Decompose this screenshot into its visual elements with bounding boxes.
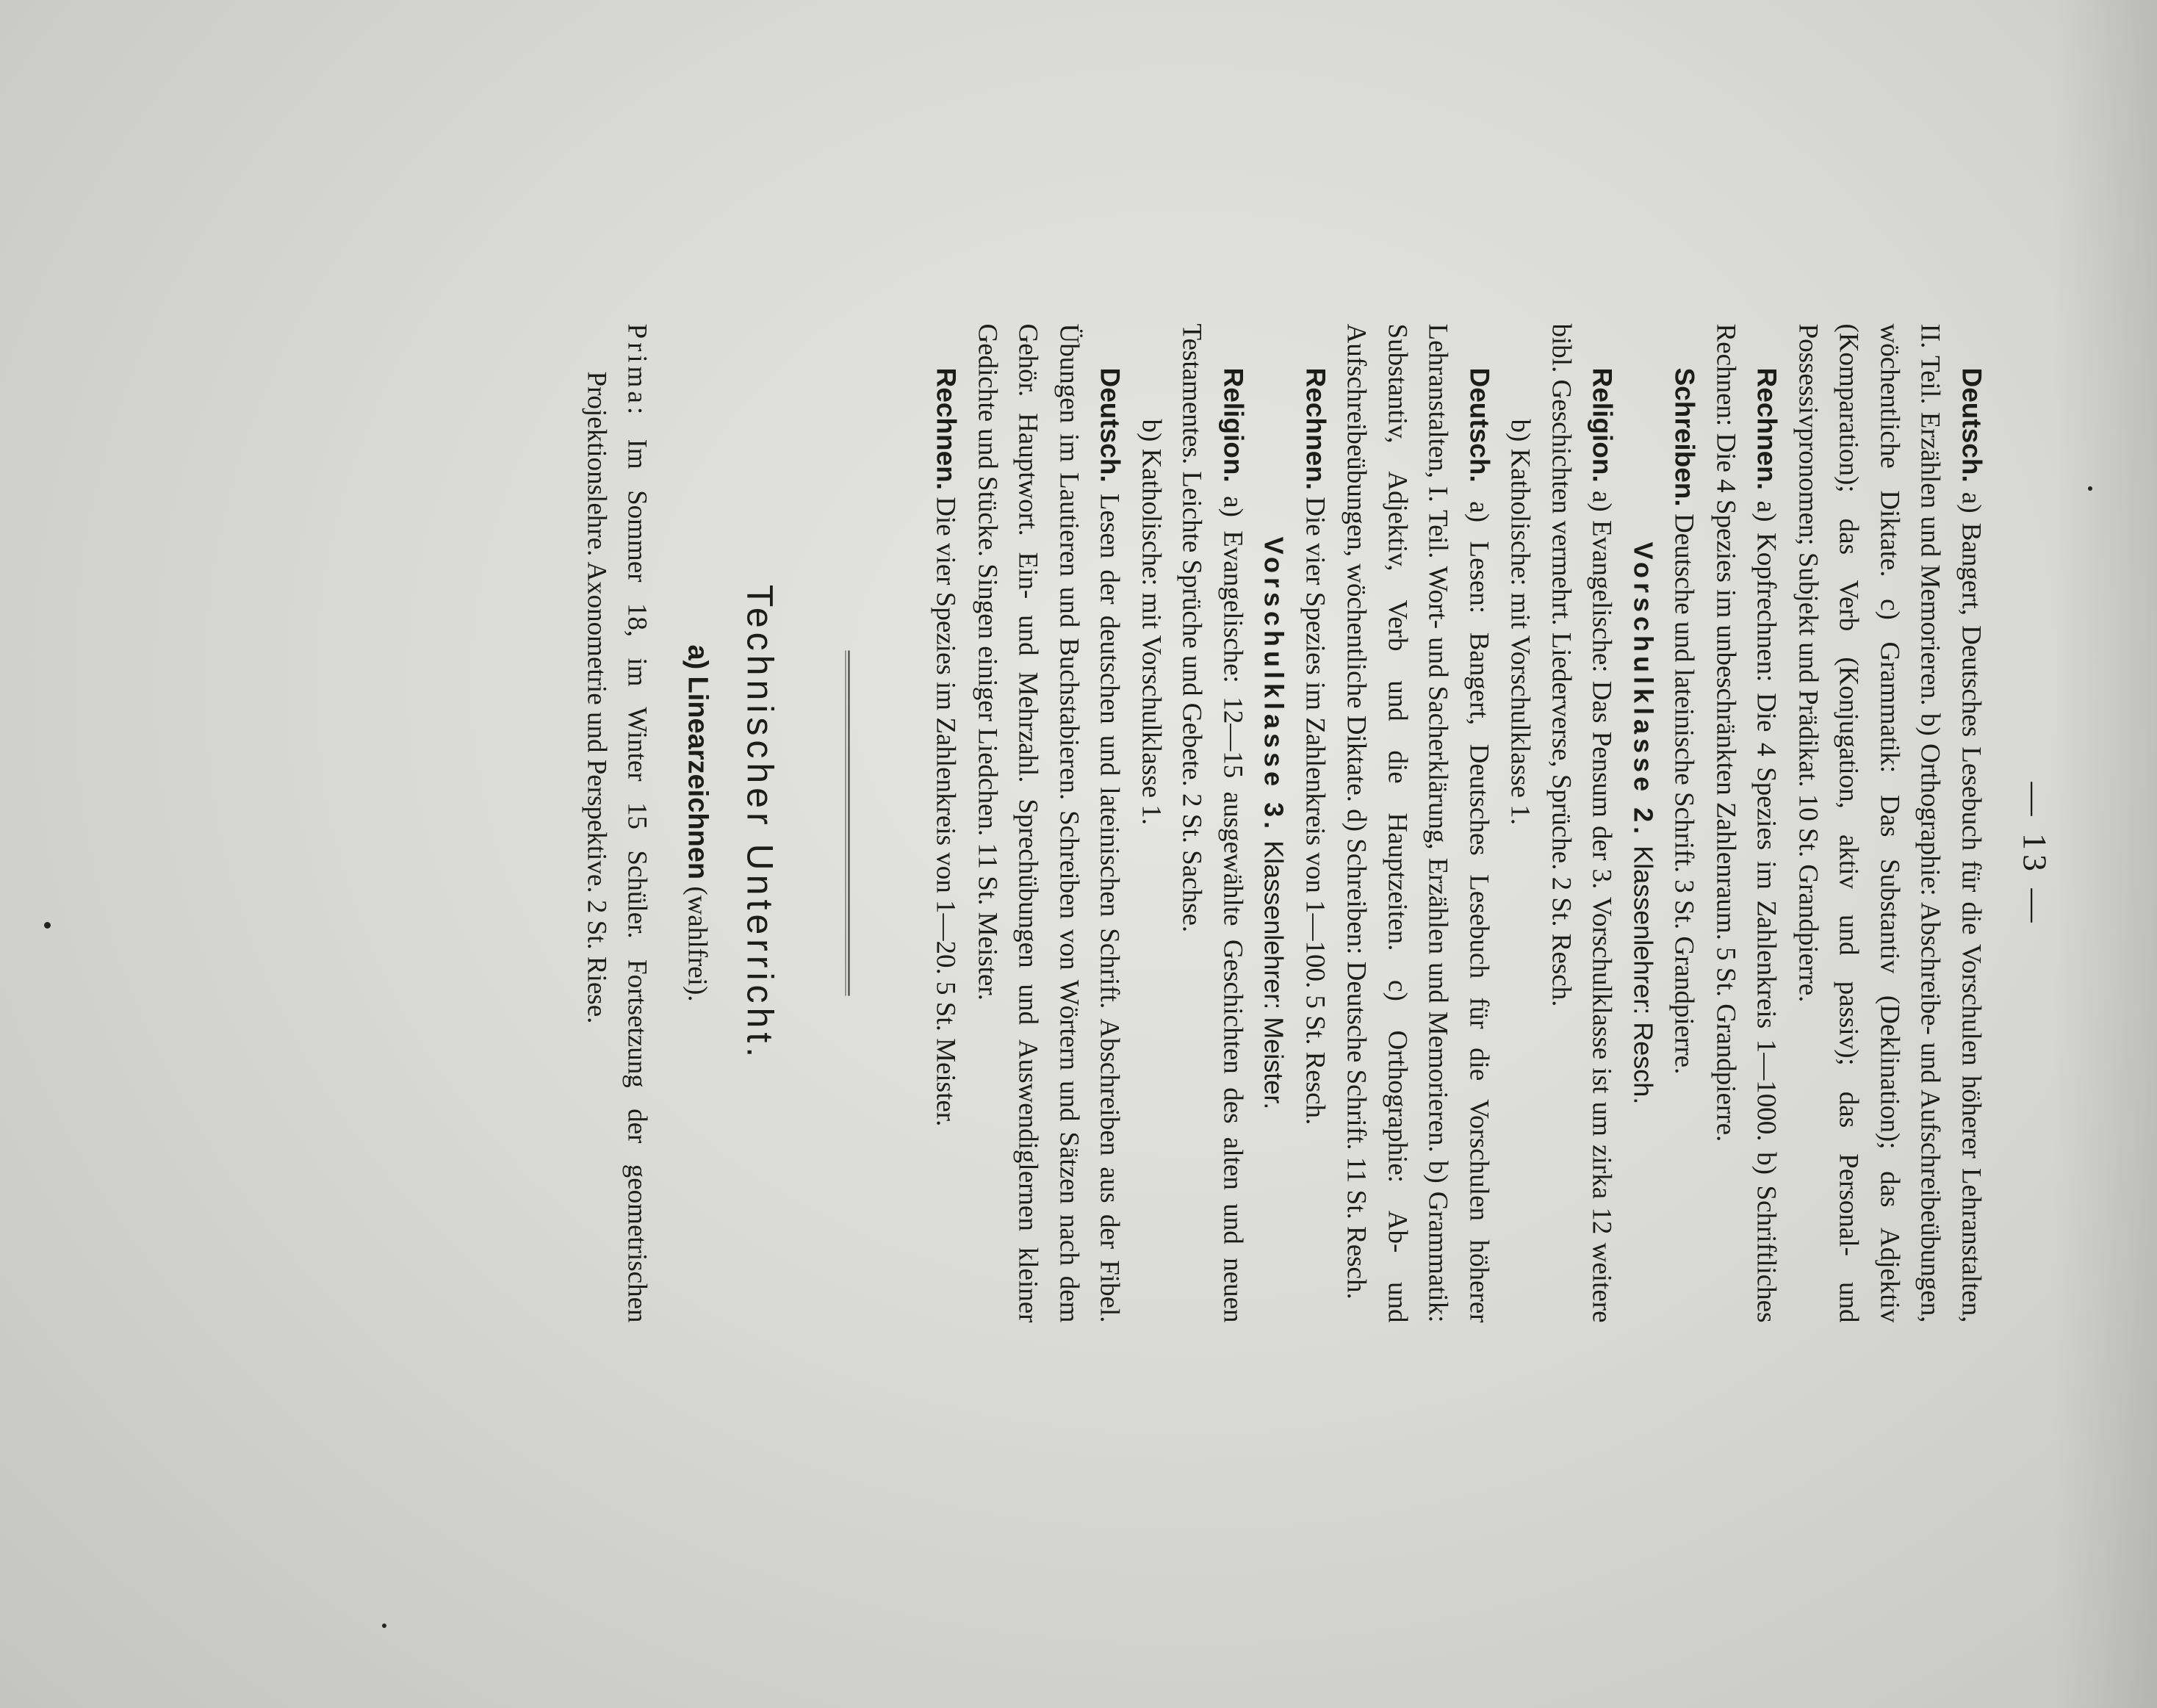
paragraph-lead: Religion. [1218, 367, 1248, 483]
section-title: Vorschulklasse 2. [1628, 541, 1658, 838]
paragraph-text: a) Bangert, Deutsches Lesebuch für die Vorschulen höherer Lehranstalten, II. Teil. Erzählen und Memorieren. b) Orthographie: Abschreibe- und Aufschreibeübungen, wöchentliche Diktate. c) Grammatik: Das Substantiv (Deklination); das Adjektiv (Komparation); das Verb (Konjugation, aktiv und passiv); das Personal- und Possessivpronomen; Subjekt und Prädikat. 10 St. Grandpierre. [1793, 323, 1986, 1323]
paragraph-katholisch-kl2: b) Katholische: mit Vorschulklasse 1. [1505, 419, 1535, 825]
paragraph-text: a) Kopfrechnen: Die 4 Spezies im Zahlenkreis 1—1000. b) Schriftliches Rechnen: Die 4 Spezies im unbeschränkten Zahlenraum. 5 St. Grandpierre. [1710, 323, 1782, 1322]
dust-speck [2088, 486, 2092, 491]
subsection-title-linearzeichnen [677, 323, 718, 1322]
section-heading-vorschulklasse-2 [1623, 323, 1664, 1322]
paragraph-lead: Deutsch. [1095, 367, 1126, 483]
page-number: — 13 — [2016, 782, 2053, 926]
paragraph-religion-kl3 [1171, 323, 1253, 1322]
paragraph-lead: Prima: [622, 323, 652, 418]
paragraph-deutsch-kl1 [1787, 323, 1992, 1322]
paragraph-prima [576, 323, 658, 1322]
paragraph-rechnen-kl1 [1705, 323, 1787, 1322]
paragraph-religion-kl2 [1541, 323, 1623, 1322]
paragraph-text: Lesen der deutschen und lateinischen Schrift. Abschreiben aus der Fibel. Übungen im Lautieren und Buchstabieren. Schreiben von Wörtern und Sätzen nach dem Gehör. Hauptwort. Ein- und Mehrzahl. Sprechübungen und Auswendiglernen kleiner Gedichte und Stücke. Singen einiger Liedchen. 11 St. Meister. [972, 323, 1125, 1323]
paragraph-text: a) Evangelische: 12—15 ausgewählte Geschichten des alten und neuen Testamentes. Leichte Sprüche und Gebete. 2 St. Sachse. [1176, 323, 1247, 1322]
section-teacher: Klassenlehrer: Resch. [1628, 845, 1658, 1104]
dust-speck [382, 1624, 386, 1628]
paragraph-deutsch-kl2 [1336, 323, 1499, 1322]
text-column [576, 323, 1992, 1322]
paragraph-text: Die vier Spezies im Zahlenkreis von 1—20. 5 St. Meister. [930, 496, 961, 1126]
section-title: Vorschulklasse 3. [1258, 536, 1289, 833]
paragraph-text: a) Lesen: Bangert, Deutsches Lesebuch für die Vorschulen höherer Lehranstalten, I. Teil. Wort- und Sacherklärung, Erzählen und Memorieren. b) Grammatik: Substantiv, Adjektiv, Verb und die Hauptzeiten. c) Orthographie: Ab- und Aufschreibeübungen, wöchentliche Diktate. d) Schreiben: Deutsche Schrift. 11 St. Resch. [1341, 323, 1494, 1322]
paragraph-text: Im Sommer 18, im Winter 15 Schüler. Fortsetzung der geometrischen Projektionslehre. Axonometrie und Perspektive. 2 St. Riese. [581, 371, 652, 1323]
paragraph-lead: Religion. [1587, 367, 1618, 483]
paragraph-text: Die vier Spezies im Zahlenkreis von 1—100. 5 St. Resch. [1300, 496, 1330, 1125]
dust-speck [44, 922, 51, 929]
paragraph-lead: Deutsch. [1956, 367, 1987, 483]
subsection-note: (wahlfrei). [682, 885, 712, 1002]
paragraph-text: Deutsche und lateinische Schrift. 3 St. Grandpierre. [1668, 513, 1699, 1074]
paragraph-schreiben-kl1 [1663, 323, 1705, 1322]
paragraph-lead: Rechnen. [1300, 367, 1330, 490]
subsection-lead: Linearzeichnen [682, 675, 713, 879]
paragraph-text: a) Evangelische: Das Pensum der 3. Vorschulklasse ist um zirka 12 weitere bibl. Geschichten vermehrt. Liederverse, Sprüche. 2 St. Resch. [1546, 323, 1617, 1323]
section-heading-vorschulklasse-3 [1253, 323, 1294, 1322]
paragraph-lead: Deutsch. [1464, 367, 1494, 483]
paragraph-rechnen-kl2 [1294, 323, 1336, 1322]
subsection-prefix: a) [682, 644, 713, 669]
section-title-technischer-unterricht: Technischer Unterricht. [739, 584, 781, 1062]
section-divider [833, 323, 874, 1322]
divider-rule [845, 650, 849, 995]
paragraph-rechnen-kl3 [925, 323, 967, 1322]
paragraph-deutsch-kl3 [967, 323, 1131, 1322]
paragraph-lead: Rechnen. [931, 367, 962, 490]
paragraph-lead: Schreiben. [1669, 367, 1700, 507]
paragraph-katholisch-kl3: b) Katholische: mit Vorschulklasse 1. [1136, 419, 1166, 825]
paragraph-lead: Rechnen. [1751, 367, 1782, 490]
section-teacher: Klassenlehrer: Meister. [1258, 840, 1289, 1109]
